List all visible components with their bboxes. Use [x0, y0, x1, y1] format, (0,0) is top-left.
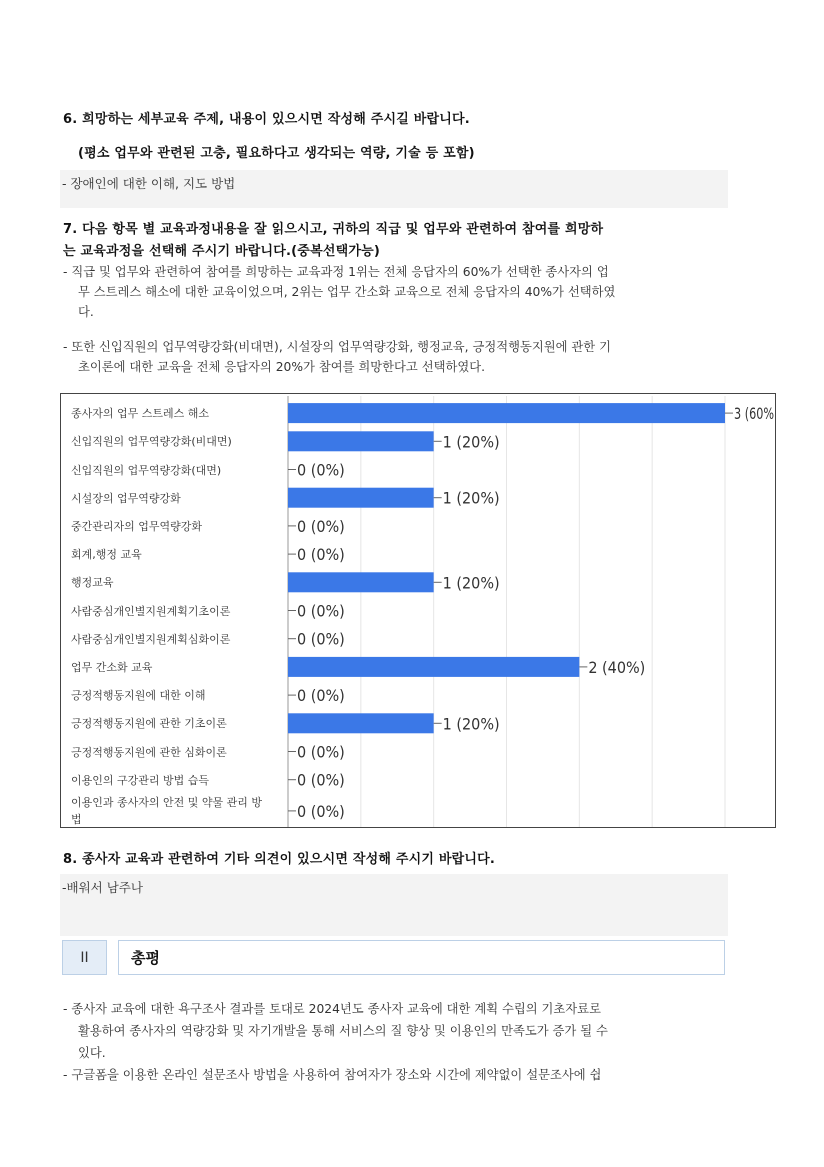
bar: [288, 431, 434, 451]
category-label: 시설장의 업무역량강화: [71, 491, 181, 505]
data-label: 0 (0%): [297, 601, 345, 621]
bar: [288, 572, 434, 592]
data-label: 0 (0%): [297, 629, 345, 649]
summary-bullet-1-line3: 있다.: [78, 1046, 106, 1060]
category-label: 사람중심개인별지원계획기초이론: [71, 604, 231, 618]
q7-bullet-2: [63, 337, 743, 377]
data-label: 0 (0%): [297, 545, 345, 565]
data-label: 0 (0%): [297, 516, 345, 536]
data-label: 0 (0%): [297, 460, 345, 480]
category-label: 종사자의 업무 스트레스 해소: [71, 407, 210, 421]
q6-answer: - 장애인에 대한 이해, 지도 방법: [62, 176, 236, 191]
q6-subtitle: (평소 업무와 관련된 고충, 필요하다고 생각되는 역량, 기술 등 포함): [78, 146, 475, 161]
q7-bullet-1: [63, 262, 743, 322]
data-label: 0 (0%): [297, 801, 345, 821]
q8-answer-box: [60, 874, 728, 936]
category-label: 행정교육: [71, 576, 114, 590]
q8-title: 8. 종사자 교육과 관련하여 기타 의견이 있으시면 작성해 주시기 바랍니다.: [63, 852, 496, 867]
category-label: 회계,행정 교육: [71, 548, 142, 562]
section-title: 총평: [118, 940, 725, 975]
summary-bullet-2: - 구글폼을 이용한 온라인 설문조사 방법을 사용하여 참여자가 장소와 시간에 제약없이 설문조사에 쉽: [63, 1068, 602, 1082]
data-label: 0 (0%): [297, 742, 345, 762]
category-label: 업무 간소화 교육: [71, 660, 153, 674]
q7-bar-chart: [60, 393, 776, 828]
bar: [288, 657, 579, 677]
q7-bullet-1-line1: - 직급 및 업무와 관련하여 참여를 희망하는 교육과정 1위는 전체 응답자의 60%가 선택한 종사자의 업: [63, 265, 609, 279]
q7-bullet-2-line1: - 또한 신입직원의 업무역량강화(비대면), 시설장의 업무역량강화, 행정교육, 긍정적행동지원에 관한 기: [63, 340, 611, 354]
q7-title-line2: 는 교육과정을 선택해 주시기 바랍니다.(중복선택가능): [63, 244, 381, 259]
data-label: 1 (20%): [442, 714, 500, 734]
category-label: 중간관리자의 업무역량강화: [71, 519, 203, 533]
q6-title: 6. 희망하는 세부교육 주제, 내용이 있으시면 작성해 주시길 바랍니다.: [63, 112, 470, 127]
summary-bullet-1-line2: 활용하여 종사자의 역량강화 및 자기개발을 통해 서비스의 질 향상 및 이용인의 만족도가 증가 될 수: [78, 1024, 608, 1038]
category-label: 긍정적행동지원에 대한 이해: [71, 689, 206, 703]
data-label: 0 (0%): [297, 686, 345, 706]
bar: [288, 403, 725, 423]
category-label: 사람중심개인별지원계획심화이론: [71, 632, 231, 646]
section-number: II: [62, 940, 107, 975]
summary-bullet-1-line1: - 종사자 교육에 대한 욕구조사 결과를 토대로 2024년도 종사자 교육에 대한 계획 수립의 기초자료로: [63, 1002, 601, 1016]
bar: [288, 713, 434, 733]
q7-bullet-2-line2: 초이론에 대한 교육을 전체 응답자의 20%가 참여를 희망한다고 선택하였다.: [78, 360, 485, 374]
data-label: 2 (40%): [588, 657, 646, 677]
summary-bullet-1: [63, 998, 753, 1064]
category-label: 긍정적행동지원에 관한 심화이론: [71, 745, 227, 759]
category-label: 신입직원의 업무역량강화(대면): [71, 463, 222, 477]
bar: [288, 488, 434, 508]
q7-bullet-1-line2: 무 스트레스 해소에 대한 교육이었으며, 2위는 업무 간소화 교육으로 전체 응답자의 40%가 선택하였: [78, 285, 616, 299]
q7-title-line1: 7. 다음 항목 별 교육과정내용을 잘 읽으시고, 귀하의 직급 및 업무와 관련하여 참여를 희망하: [63, 222, 604, 237]
q6-answer-box: [60, 170, 728, 208]
data-label: 1 (20%): [442, 573, 500, 593]
q7-bullet-1-line3: 다.: [78, 305, 94, 319]
data-label: 3 (60%: [734, 404, 774, 424]
category-label: 이용인과 종사자의 안전 및 약물 관리 방법: [71, 795, 262, 826]
data-label: 1 (20%): [442, 488, 500, 508]
data-label: 0 (0%): [297, 770, 345, 790]
category-label: 신입직원의 업무역량강화(비대면): [71, 435, 232, 449]
q8-answer: -배워서 남주나: [62, 880, 143, 895]
category-label: 이용인의 구강관리 방법 습득: [71, 773, 210, 787]
category-label: 긍정적행동지원에 관한 기초이론: [71, 717, 227, 731]
data-label: 1 (20%): [442, 432, 500, 452]
chart-plot-area: [61, 394, 777, 829]
